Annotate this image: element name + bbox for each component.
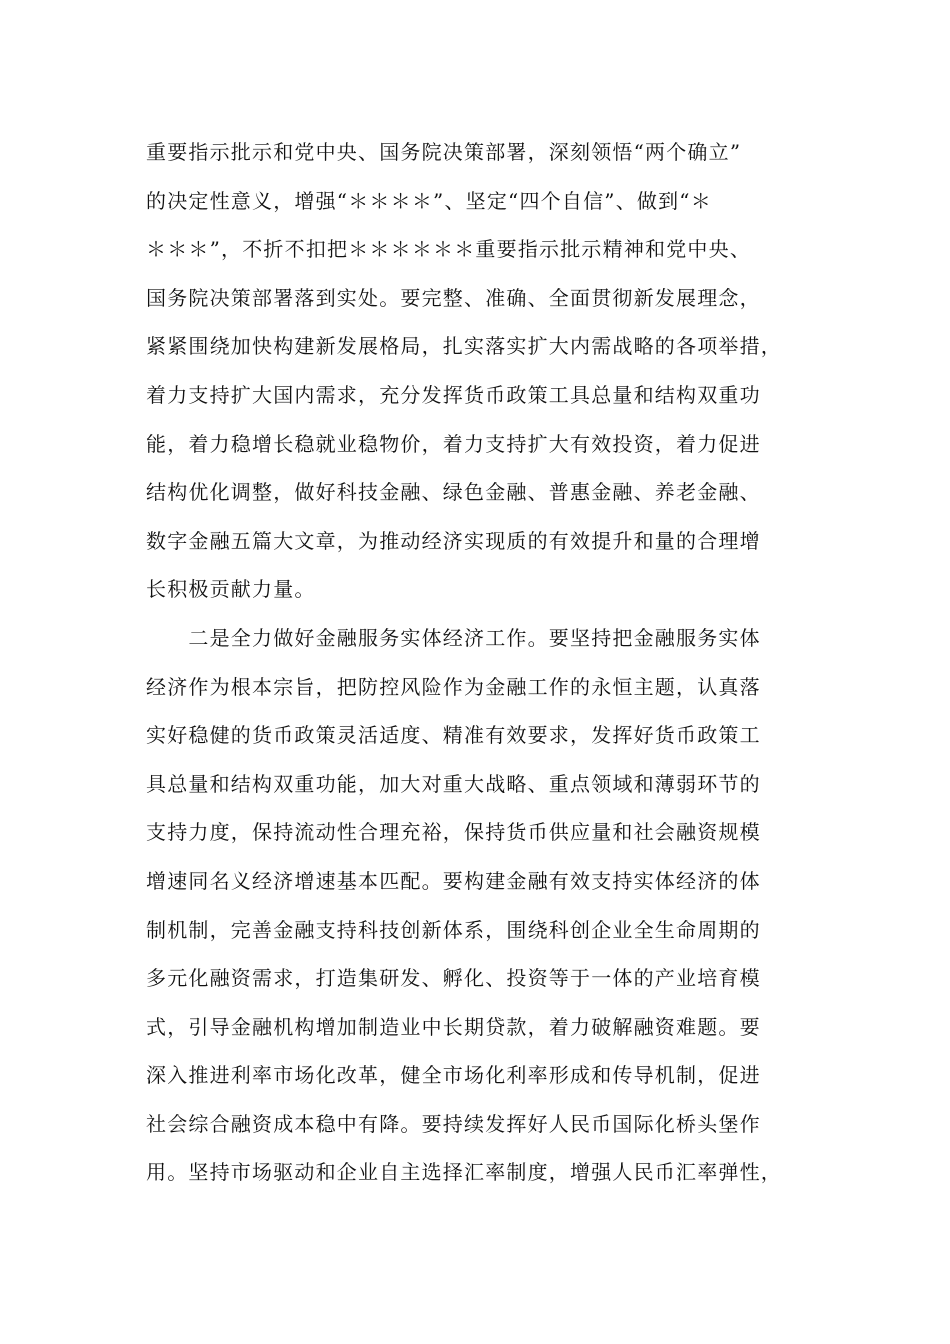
text-line: 着力支持扩大国内需求，充分发挥货币政策工具总量和结构双重功 <box>146 382 761 407</box>
text-line: 数字金融五篇大文章，为推动经济实现质的有效提升和量的合理增 <box>146 528 761 553</box>
text-line: 多元化融资需求，打造集研发、孵化、投资等于一体的产业培育模 <box>146 966 761 991</box>
text-line: 经济作为根本宗旨，把防控风险作为金融工作的永恒主题，认真落 <box>146 674 761 699</box>
text-line: 具总量和结构双重功能，加大对重大战略、重点领域和薄弱环节的 <box>146 771 761 796</box>
text-line: 式，引导金融机构增加制造业中长期贷款，着力破解融资难题。要 <box>146 1014 761 1039</box>
text-line: ＊＊＊”，不折不扣把＊＊＊＊＊＊重要指示批示精神和党中央、 <box>146 237 752 262</box>
text-line: 重要指示批示和党中央、国务院决策部署，深刻领悟“两个确立” <box>146 140 742 164</box>
text-line: 用。坚持市场驱动和企业自主选择汇率制度，增强人民币汇率弹性， <box>146 1160 782 1185</box>
text-line: 能，着力稳增长稳就业稳物价，着力支持扩大有效投资，着力促进 <box>146 431 761 456</box>
text-line: 支持力度，保持流动性合理充裕，保持货币供应量和社会融资规模 <box>146 820 761 845</box>
text-line: 制机制，完善金融支持科技创新体系，围绕科创企业全生命周期的 <box>146 917 761 942</box>
text-line: 实好稳健的货币政策灵活适度、精准有效要求，发挥好货币政策工 <box>146 723 761 748</box>
text-line: 长积极贡献力量。 <box>146 577 316 602</box>
paragraph-start-line: 二是全力做好金融服务实体经济工作。要坚持把金融服务实体 <box>146 625 761 650</box>
body-text <box>146 128 826 1197</box>
text-line: 紧紧围绕加快构建新发展格局，扎实落实扩大内需战略的各项举措， <box>146 334 782 359</box>
text-line: 社会综合融资成本稳中有降。要持续发挥好人民币国际化桥头堡作 <box>146 1111 761 1136</box>
text-line: 增速同名义经济增速基本匹配。要构建金融有效支持实体经济的体 <box>146 868 761 893</box>
text-line: 深入推进利率市场化改革，健全市场化利率形成和传导机制，促进 <box>146 1063 761 1088</box>
text-line: 国务院决策部署落到实处。要完整、准确、全面贯彻新发展理念， <box>146 285 761 310</box>
text-line: 的决定性意义，增强“＊＊＊＊”、坚定“四个自信”、做到“＊ <box>146 188 712 213</box>
text-line: 结构优化调整，做好科技金融、绿色金融、普惠金融、养老金融、 <box>146 480 761 505</box>
